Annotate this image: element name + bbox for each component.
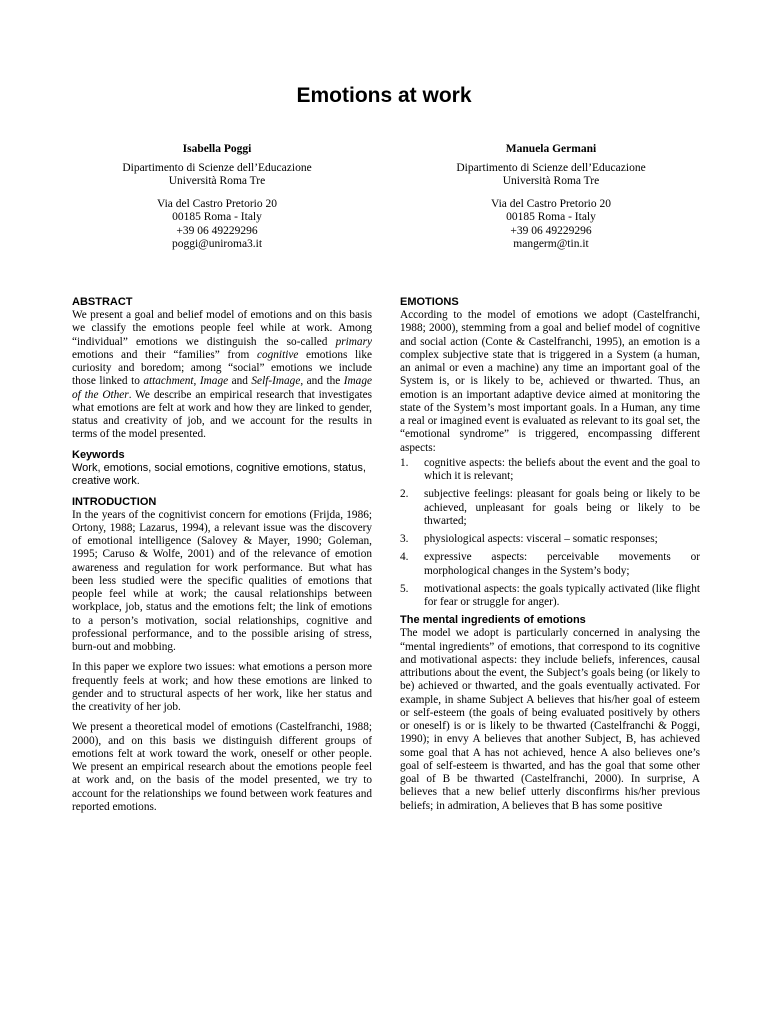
left-column [72, 296, 372, 821]
emotion-aspects-list [400, 457, 700, 610]
author-phone: +39 06 49229296 [510, 224, 592, 237]
keywords-text: Work, emotions, social emotions, cognitive emotions, status, creative work. [72, 461, 366, 487]
keywords-heading: Keywords [72, 448, 125, 461]
introduction-heading: INTRODUCTION [72, 495, 157, 508]
author-phone: +39 06 49229296 [176, 224, 258, 237]
author-university: Università Roma Tre [168, 175, 266, 187]
paper-title: Emotions at work [296, 84, 472, 107]
list-item: 1. cognitive aspects: the beliefs about the event and the goal to which it is relevant; [400, 456, 700, 482]
author-block-1 [67, 143, 367, 252]
list-item: 4. expressive aspects: perceivable movements or morphological changes in the System’s body; [400, 551, 700, 577]
author-name: Isabella Poggi [182, 143, 252, 155]
author-block-2 [401, 143, 701, 252]
list-item: 3. physiological aspects: visceral – somatic responses; [400, 533, 658, 545]
right-column [400, 296, 700, 813]
author-department: Dipartimento di Scienze dell’Educazione [122, 161, 312, 174]
author-email: poggi@uniroma3.it [171, 238, 263, 250]
mental-ingredients-heading: The mental ingredients of emotions [400, 614, 586, 627]
introduction-paragraph-2: In this paper we explore two issues: what emotions a person more frequently feels at work; and how these emotions are linked to gender and to structural aspects of her work, like her status and the creativity of her job. [72, 661, 372, 713]
abstract-heading: ABSTRACT [72, 296, 133, 308]
author-street: Via del Castro Pretorio 20 [490, 197, 612, 210]
author-city: 00185 Roma - Italy [172, 211, 262, 223]
list-item: 2. subjective feelings: pleasant for goals being or likely to be achieved, unpleasant for goals being or likely to be thwarted; [400, 488, 700, 527]
emotions-paragraph: According to the model of emotions we adopt (Castelfranchi, 1988; 2000), stemming from a goal and belief model of cognitive and social action (Conte & Castelfranchi, 1995), an emotion is a complex subjective state that is triggered in a System (a human, an animal or even a machine) any time an important goal of the System is, or is likely to be, achieved or thwarted. Thus, an emotion is an important adaptive device aimed at monitoring the state of the System’s most important goals. In a Human, any time a real or imagined event is evaluated as relevant to its goal set, the “emotional syndrome” is triggered, encompassing different aspects: [400, 309, 700, 454]
introduction-paragraph-1: In the years of the cognitivist concern for emotions (Frijda, 1986; Ortony, 1988; Lazarus, 1994), a relevant issue was the discovery of emotional intelligence (Salovey & Mayer, 1990; Goleman, 1995; Caruso & Wolfe, 2001) and of the relevance of emotion awareness and regulation for work performance. But what has been less studied were the specific qualities of emotions that people feel while at work; the causal relationships between workplace, job, status and the emotions felt; the link of emotions to a person’s motivation, social relationships, cognitive and professional performance, and to the possible arising of stress, burn-out and mobbing. [72, 508, 372, 653]
author-email: mangerm@tin.it [513, 238, 589, 250]
list-item: 5. motivational aspects: the goals typically activated (like flight for fear or struggle for anger). [400, 582, 700, 608]
abstract-text: We present a goal and belief model of emotions and on this basis we classify the emotions people feel while at work. Among “individual” emotions we distinguish the so-called primary emotions and their “families” from cognitive emotions like curiosity and boredom; among “social” emotions we include those linked to attachment, Image and Self-Image, and the Image of the Other. We describe an empirical research that investigates what emotions are felt at work and how they are linked to gender, status and creativity of job, and we account for the results in terms of the model presented. [72, 309, 373, 441]
emotions-heading: EMOTIONS [400, 296, 459, 308]
mental-ingredients-paragraph: The model we adopt is particularly concerned in analysing the “mental ingredients” of emotions, that correspond to its cognitive and motivational aspects: they include beliefs, inferences, causal attributions about the event, the Subject’s goals being (or likely to be) achieved or thwarted, and the goals eventually activated. For example, in shame Subject A believes that his/her goal of esteem or self-esteem (the goals of being evaluated positively by others or oneself) is or is likely to be thwarted (Castelfranchi & Poggi, 1990); in envy A believes that another Subject, B, has achieved some goal that A has not achieved, hence A also believes one’s goal of self-esteem is thwarted, and has the goal that some other goal of B be thwarted (Castelfranchi, 2000). In surprise, A believes that a new belief utterly disconfirms his/her previous beliefs; in admiration, A believes that B has some positive [400, 627, 700, 812]
author-department: Dipartimento di Scienze dell’Educazione [456, 161, 646, 174]
author-university: Università Roma Tre [502, 175, 600, 187]
author-city: 00185 Roma - Italy [506, 211, 596, 223]
author-name: Manuela Germani [505, 143, 597, 155]
introduction-paragraph-3: We present a theoretical model of emotions (Castelfranchi, 1988; 2000), and on this basis we distinguish different groups of emotions felt at work toward the work, oneself or other people. We present an empirical research about the emotions people feel at work and, on the basis of the model presented, we try to account for the relationships we found between work features and reported emotions. [72, 721, 372, 813]
author-street: Via del Castro Pretorio 20 [156, 197, 278, 210]
